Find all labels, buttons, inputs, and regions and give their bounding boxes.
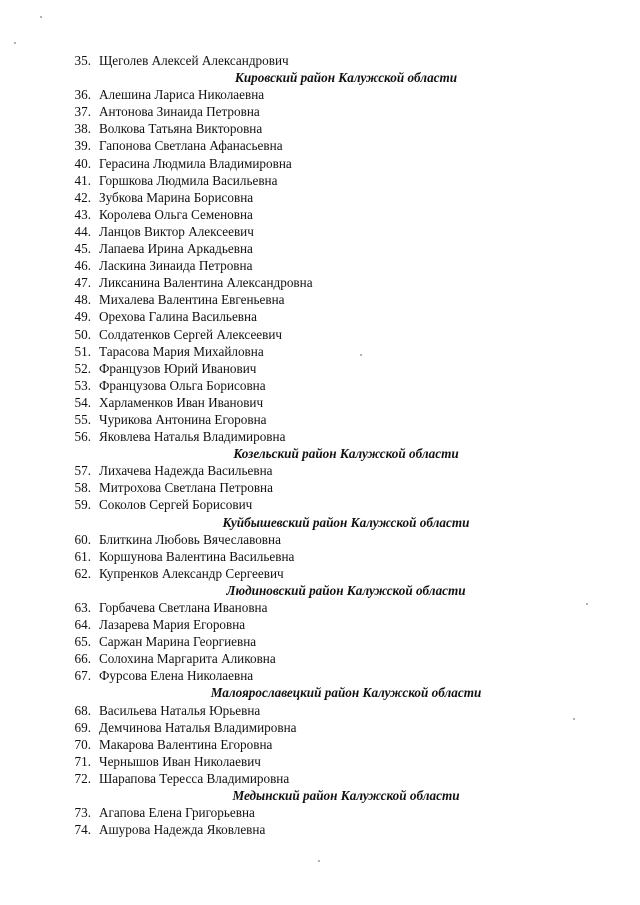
item-number: 71. — [74, 753, 91, 769]
list-item — [0, 86, 640, 103]
list-item — [0, 770, 640, 787]
list-item — [0, 343, 640, 360]
scan-speck — [360, 354, 362, 356]
person-name: Антонова Зинаида Петровна — [99, 104, 260, 120]
person-name: Ланцов Виктор Алексеевич — [99, 223, 254, 239]
list-item — [0, 753, 640, 770]
list-item — [0, 821, 640, 838]
list-item — [0, 531, 640, 548]
district-heading: Кировский район Калужской области — [234, 70, 458, 86]
person-name: Демчинова Наталья Владимировна — [99, 719, 297, 735]
district-heading: Медынский район Калужской области — [232, 788, 460, 804]
scan-speck — [318, 860, 320, 862]
item-number: 66. — [74, 651, 91, 667]
scan-speck — [586, 603, 588, 605]
item-number: 69. — [74, 719, 91, 735]
list-item — [0, 462, 640, 479]
item-number: 37. — [74, 104, 91, 120]
list-item — [0, 599, 640, 616]
list-item — [0, 650, 640, 667]
list-item — [0, 257, 640, 274]
list-item — [0, 479, 640, 496]
list-item — [0, 326, 640, 343]
list-item — [0, 719, 640, 736]
item-number: 72. — [74, 770, 91, 786]
person-name: Волкова Татьяна Викторовна — [99, 121, 263, 137]
section — [0, 787, 640, 838]
item-number: 61. — [74, 548, 91, 564]
person-name: Агапова Елена Григорьевна — [99, 805, 255, 821]
person-name: Французов Юрий Иванович — [99, 360, 257, 376]
list-item — [0, 103, 640, 120]
person-name: Щеголев Алексей Александрович — [99, 53, 289, 68]
person-name: Митрохова Светлана Петровна — [99, 480, 273, 496]
item-number: 47. — [74, 275, 91, 291]
item-number: 62. — [74, 565, 91, 581]
item-number: 67. — [74, 668, 91, 684]
list-item — [0, 223, 640, 240]
item-number: 51. — [74, 343, 91, 359]
list-item — [0, 394, 640, 411]
item-number: 52. — [74, 360, 91, 376]
list-item — [0, 702, 640, 719]
item-number: 68. — [74, 702, 91, 718]
item-number: 65. — [74, 634, 91, 650]
district-heading: Малоярославецкий район Калужской области — [210, 685, 482, 701]
list-item — [0, 411, 640, 428]
section — [0, 69, 640, 445]
person-name: Чурикова Антонина Егоровна — [99, 411, 267, 427]
list-item — [0, 189, 640, 206]
item-number: 63. — [74, 600, 91, 615]
person-name: Саржан Марина Георгиевна — [99, 634, 257, 650]
person-name: Соколов Сергей Борисович — [99, 497, 253, 513]
list-item — [0, 137, 640, 154]
list-item — [0, 377, 640, 394]
list-item — [0, 308, 640, 325]
person-name: Ликсанина Валентина Александровна — [99, 275, 313, 291]
district-heading: Куйбышевский район Калужской области — [222, 514, 470, 530]
person-name: Лихачева Надежда Васильевна — [99, 463, 273, 479]
person-name: Ашурова Надежда Яковлевна — [99, 822, 266, 838]
item-number: 50. — [74, 326, 91, 342]
section — [0, 684, 640, 787]
item-number: 43. — [74, 206, 91, 222]
item-number: 56. — [74, 429, 91, 445]
document-page — [0, 52, 640, 838]
person-name: Васильева Наталья Юрьевна — [99, 702, 261, 718]
list-item — [0, 52, 640, 69]
list-item — [0, 120, 640, 137]
district-heading: Козельский район Калужской области — [233, 446, 459, 462]
item-number: 41. — [74, 172, 91, 188]
scan-speck — [40, 16, 42, 18]
item-number: 55. — [74, 411, 91, 427]
person-name: Лапаева Ирина Аркадьевна — [99, 241, 253, 257]
item-number: 73. — [74, 805, 91, 821]
person-name: Макарова Валентина Егоровна — [99, 736, 273, 752]
person-name: Тарасова Мария Михайловна — [99, 343, 264, 359]
list-item — [0, 616, 640, 633]
person-name: Ласкина Зинаида Петровна — [99, 258, 253, 274]
item-number: 44. — [74, 223, 91, 239]
item-number: 53. — [74, 377, 91, 393]
item-number: 70. — [74, 736, 91, 752]
item-number: 45. — [74, 241, 91, 257]
item-number: 59. — [74, 497, 91, 513]
person-name: Яковлева Наталья Владимировна — [99, 429, 286, 445]
item-number: 48. — [74, 292, 91, 308]
item-number: 35. — [74, 53, 91, 68]
person-name: Зубкова Марина Борисовна — [99, 189, 254, 205]
person-name: Герасина Людмила Владимировна — [99, 155, 292, 171]
item-number: 39. — [74, 138, 91, 154]
list-item — [0, 548, 640, 565]
item-number: 36. — [74, 87, 91, 103]
item-number: 57. — [74, 463, 91, 479]
person-name: Гапонова Светлана Афанасьевна — [99, 138, 283, 154]
scan-speck — [14, 42, 16, 44]
item-number: 54. — [74, 394, 91, 410]
item-number: 64. — [74, 617, 91, 633]
list-item — [0, 804, 640, 821]
person-name: Купренков Александр Сергеевич — [99, 565, 284, 581]
item-number: 46. — [74, 258, 91, 274]
person-name: Горбачева Светлана Ивановна — [99, 600, 268, 615]
person-name: Харламенков Иван Иванович — [99, 394, 264, 410]
list-item — [0, 155, 640, 172]
item-number: 60. — [74, 531, 91, 547]
list-item — [0, 360, 640, 377]
person-name: Чернышов Иван Николаевич — [99, 753, 261, 769]
list-item — [0, 291, 640, 308]
list-item — [0, 206, 640, 223]
person-name: Коршунова Валентина Васильевна — [99, 548, 295, 564]
section — [0, 514, 640, 582]
section — [0, 445, 640, 513]
person-name: Солдатенков Сергей Алексеевич — [99, 326, 283, 342]
item-number: 38. — [74, 121, 91, 137]
scan-speck — [573, 718, 575, 720]
person-name: Шарапова Тересса Владимировна — [99, 770, 290, 786]
list-item — [0, 428, 640, 445]
item-number: 49. — [74, 309, 91, 325]
list-item — [0, 274, 640, 291]
list-item — [0, 565, 640, 582]
list-item — [0, 633, 640, 650]
person-name: Лазарева Мария Егоровна — [99, 617, 246, 633]
list-item — [0, 240, 640, 257]
section — [0, 52, 640, 69]
item-number: 58. — [74, 480, 91, 496]
person-name: Блиткина Любовь Вячеславовна — [99, 531, 281, 547]
section — [0, 582, 640, 685]
person-name: Орехова Галина Васильевна — [99, 309, 257, 325]
person-name: Горшкова Людмила Васильевна — [99, 172, 278, 188]
person-name: Михалева Валентина Евгеньевна — [99, 292, 285, 308]
person-name: Французова Ольга Борисовна — [99, 377, 266, 393]
district-heading: Людиновский район Калужской области — [226, 582, 466, 598]
list-item — [0, 736, 640, 753]
item-number: 74. — [74, 822, 91, 838]
person-name: Алешина Лариса Николаевна — [99, 87, 265, 103]
person-name: Королева Ольга Семеновна — [99, 206, 253, 222]
item-number: 42. — [74, 189, 91, 205]
list-item — [0, 667, 640, 684]
list-item — [0, 496, 640, 513]
person-name: Фурсова Елена Николаевна — [99, 668, 254, 684]
list-item — [0, 172, 640, 189]
item-number: 40. — [74, 155, 91, 171]
person-name: Солохина Маргарита Аликовна — [99, 651, 276, 667]
